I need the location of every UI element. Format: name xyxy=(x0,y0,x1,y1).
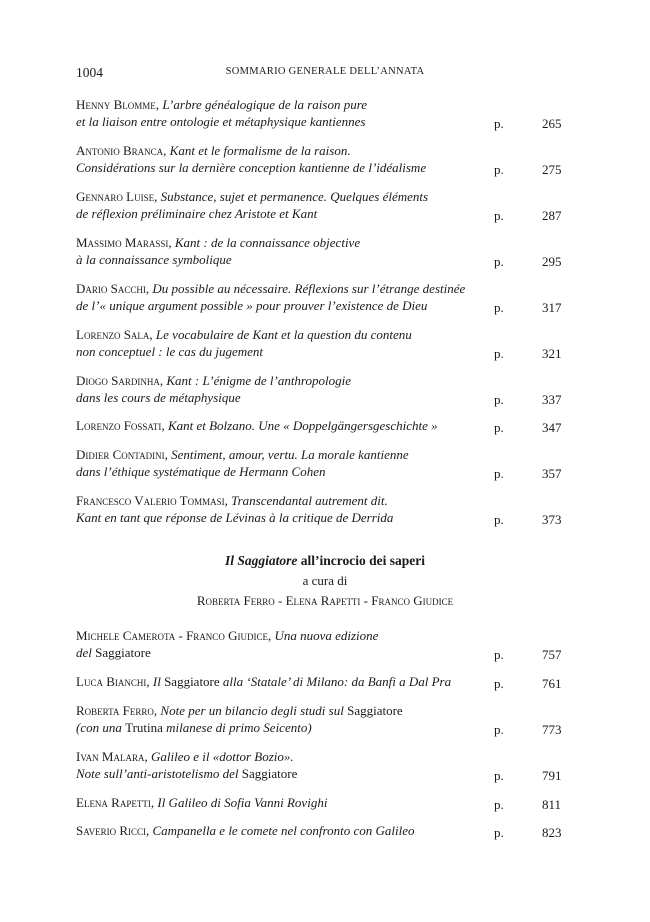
entry-title: Campanella e le comete nel confronto con Galileo xyxy=(152,823,415,838)
entry-author: Michele Camerota - Franco Giudice xyxy=(76,628,268,643)
entry-title: Du possible au nécessaire. Réflexions sur l’étrange destinée xyxy=(152,281,466,296)
entry-title-cont: de l’« unique argument possible » pour prouver l’existence de Dieu xyxy=(76,298,428,313)
entry-title: Sentiment, amour, vertu. La morale kantienne xyxy=(171,447,409,462)
page-label: p. xyxy=(494,512,504,527)
page-label: p. xyxy=(494,208,504,223)
entry-title-cont: milanese di primo Seicento) xyxy=(162,720,312,735)
page-label: p. xyxy=(494,768,504,783)
entry-author: Diogo Sardinha xyxy=(76,373,160,388)
entry-title: Le vocabulaire de Kant et la question du contenu xyxy=(155,327,412,342)
entry-author: Henny Blomme xyxy=(76,97,156,112)
entry-title-roman: Saggiatore xyxy=(241,766,298,781)
section-title-italic: Il Saggiatore xyxy=(224,553,298,568)
page-ref: 295 xyxy=(542,254,562,269)
toc-entry: Didier Contadini, Sentiment, amour, vertu. La morale kantienne dans l’éthique systématique de Hermann Cohen p. 357 xyxy=(76,447,562,481)
toc-entry: Lorenzo Fossati, Kant et Bolzano. Une « Doppelgängersgeschichte » p. 347 xyxy=(76,418,562,435)
entry-title-cont: à la connaissance symbolique xyxy=(76,252,232,267)
entry-title-cont: dans les cours de métaphysique xyxy=(76,390,241,405)
entry-title: Il Galileo di Sofia Vanni Rovighi xyxy=(157,795,328,810)
toc-entry: Dario Sacchi, Du possible au nécessaire. Réflexions sur l’étrange destinée de l’« unique argument possible » pour prouver l’existence de Dieu p. 317 xyxy=(76,281,562,315)
page-ref: 321 xyxy=(542,346,562,361)
entry-title: Kant : L’énigme de l’anthropologie xyxy=(166,373,351,388)
page-number: 1004 xyxy=(76,65,103,80)
page-ref: 773 xyxy=(542,722,562,737)
page-ref: 823 xyxy=(542,825,562,840)
page-label: p. xyxy=(494,797,504,812)
entry-author: Ivan Malara xyxy=(76,749,145,764)
entry-title-roman: Trutina xyxy=(125,720,163,735)
page-ref: 317 xyxy=(542,300,562,315)
page-label: p. xyxy=(494,722,504,737)
section-curator: a cura di xyxy=(302,573,348,588)
entry-author: Lorenzo Fossati xyxy=(76,418,162,433)
page-ref: 791 xyxy=(542,768,562,783)
section-title-rest: all’incrocio dei saperi xyxy=(297,553,425,568)
entry-title: Substance, sujet et permanence. Quelques éléments xyxy=(160,189,429,204)
page-ref: 337 xyxy=(542,392,562,407)
toc-entry: Elena Rapetti, Il Galileo di Sofia Vanni Rovighi p. 811 xyxy=(76,795,562,812)
page-ref: 757 xyxy=(542,647,562,662)
page-ref: 761 xyxy=(542,676,562,691)
entry-title: Kant et le formalisme de la raison. xyxy=(169,143,351,158)
entry-title: Galileo e il «dottor Bozio». xyxy=(150,749,294,764)
page-ref: 373 xyxy=(542,512,562,527)
page-label: p. xyxy=(494,116,504,131)
running-head: SOMMARIO GENERALE DELL’ANNATA xyxy=(225,66,425,77)
toc-entry: Michele Camerota - Franco Giudice, Una nuova edizione del Saggiatore p. 757 xyxy=(76,628,562,662)
entry-author: Saverio Ricci xyxy=(76,823,146,838)
entry-author: Luca Bianchi xyxy=(76,674,147,689)
page-label: p. xyxy=(494,676,504,691)
page-label: p. xyxy=(494,392,504,407)
entry-title: Kant et Bolzano. Une « Doppelgängersgeschichte » xyxy=(167,418,438,433)
entry-title-cont: et la liaison entre ontologie et métaphysique kantiennes xyxy=(76,114,366,129)
page-label: p. xyxy=(494,300,504,315)
entry-title-roman: Saggiatore xyxy=(95,645,151,660)
toc-entry: Massimo Marassi, Kant : de la connaissance objective à la connaissance symbolique p. 295 xyxy=(76,235,562,269)
page-label: p. xyxy=(494,420,504,435)
entry-title-cont: Considérations sur la dernière conception kantienne de l’idéalisme xyxy=(76,160,427,175)
page-label: p. xyxy=(494,254,504,269)
entry-author: Lorenzo Sala xyxy=(76,327,150,342)
page-label: p. xyxy=(494,346,504,361)
entry-title: L’arbre généalogique de la raison pure xyxy=(162,97,368,112)
entry-title-cont: Note sull’anti-aristotelismo del xyxy=(76,766,242,781)
entry-author: Roberta Ferro xyxy=(76,703,154,718)
page-label: p. xyxy=(494,162,504,177)
page-label: p. xyxy=(494,825,504,840)
entry-title-cont: de réflexion préliminaire chez Aristote et Kant xyxy=(76,206,318,221)
entry-title-cont: (con una xyxy=(76,720,126,735)
toc-entry: Diogo Sardinha, Kant : L’énigme de l’anthropologie dans les cours de métaphysique p. 337 xyxy=(76,373,562,407)
toc-entry: Saverio Ricci, Campanella e le comete nel confronto con Galileo p. 823 xyxy=(76,823,562,840)
entry-title-cont: del xyxy=(76,645,96,660)
entry-title: Note per un bilancio degli studi sul xyxy=(160,703,348,718)
entry-author: Massimo Marassi xyxy=(76,235,169,250)
entry-title: Una nuova edizione xyxy=(274,628,379,643)
toc-entry: Francesco Valerio Tommasi, Transcendantal autrement dit. Kant en tant que réponse de Lévinas à la critique de Derrida p. 373 xyxy=(76,493,562,527)
entry-title: Kant : de la connaissance objective xyxy=(174,235,361,250)
toc-entry: Roberta Ferro, Note per un bilancio degli studi sul Saggiatore (con una Trutina milanese di primo Seicento) p. 773 xyxy=(76,703,562,737)
page-ref: 287 xyxy=(542,208,562,223)
entry-title-cont: non conceptuel : le cas du jugement xyxy=(76,344,263,359)
toc-entry: Ivan Malara, Galileo e il «dottor Bozio». Note sull’anti-aristotelismo del Saggiatore p. 791 xyxy=(76,749,562,783)
toc-entry: Lorenzo Sala, Le vocabulaire de Kant et la question du contenu non conceptuel : le cas du jugement p. 321 xyxy=(76,327,562,361)
page-label: p. xyxy=(494,466,504,481)
entry-author: Didier Contadini xyxy=(76,447,165,462)
toc-entry: Henny Blomme, L’arbre généalogique de la raison pure et la liaison entre ontologie et métaphysique kantiennes p. 265 xyxy=(76,97,562,131)
toc-entry: Gennaro Luise, Substance, sujet et permanence. Quelques éléments de réflexion préliminaire chez Aristote et Kant p. 287 xyxy=(76,189,562,223)
toc-entry: Luca Bianchi, Il Saggiatore alla ‘Statale’ di Milano: da Banfi a Dal Pra p. 761 xyxy=(76,674,562,691)
entry-title: Transcendantal autrement dit. xyxy=(231,493,388,508)
entry-author: Antonio Branca xyxy=(76,143,164,158)
entry-title-cont: Kant en tant que réponse de Lévinas à la critique de Derrida xyxy=(76,510,394,525)
entry-author: Dario Sacchi xyxy=(76,281,146,296)
entry-title: Il xyxy=(152,674,165,689)
entry-author: Elena Rapetti xyxy=(76,795,151,810)
entry-title-cont: alla ‘Statale’ di Milano: da Banfi a Dal Pra xyxy=(219,674,452,689)
page-ref: 811 xyxy=(542,797,562,812)
entry-title-roman: Saggiatore xyxy=(164,674,220,689)
entry-title-cont: dans l’éthique systématique de Hermann Cohen xyxy=(76,464,326,479)
page-ref: 275 xyxy=(542,162,562,177)
page-label: p. xyxy=(494,647,504,662)
toc-entry: Antonio Branca, Kant et le formalisme de la raison. Considérations sur la dernière conception kantienne de l’idéalisme p. 275 xyxy=(76,143,562,177)
entry-title-roman: Saggiatore xyxy=(347,703,403,718)
entry-author: Gennaro Luise xyxy=(76,189,155,204)
page-ref: 357 xyxy=(542,466,562,481)
page-ref: 347 xyxy=(542,420,562,435)
section-title xyxy=(0,551,650,571)
section-heading xyxy=(0,551,650,611)
page-ref: 265 xyxy=(542,116,562,131)
entry-author: Francesco Valerio Tommasi xyxy=(76,493,225,508)
section-editors: Roberta Ferro - Elena Rapetti - Franco Giudice xyxy=(196,593,454,608)
